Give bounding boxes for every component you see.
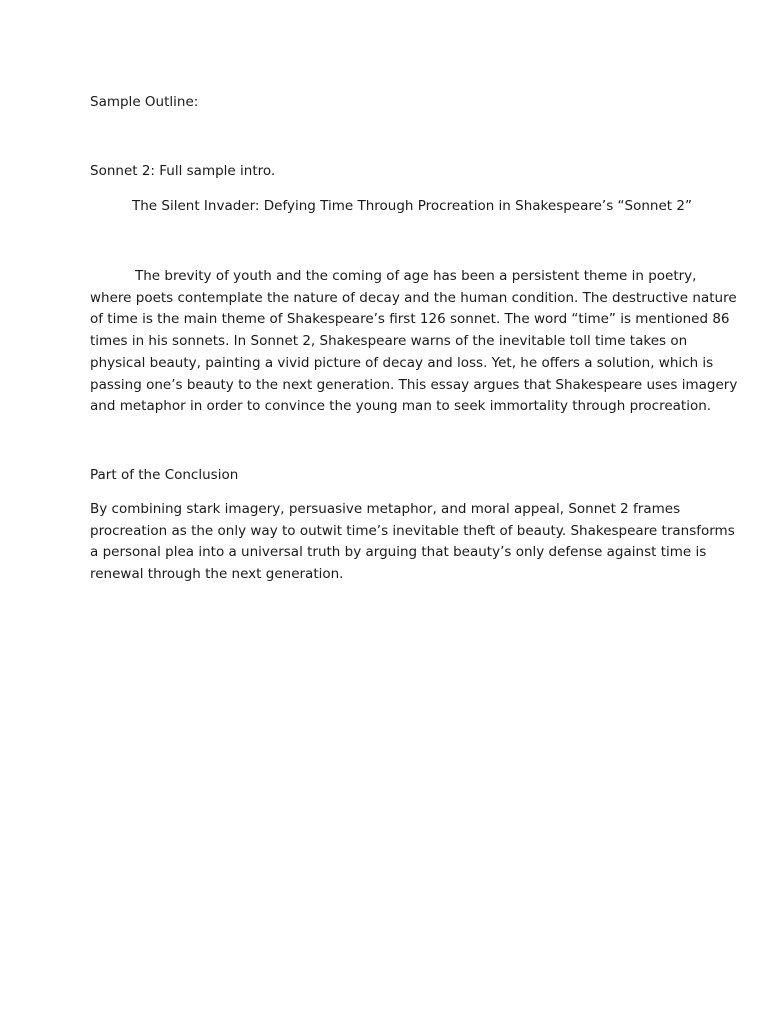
paragraph-line: renewal through the next generation. — [90, 566, 344, 583]
paragraph-line: physical beauty, painting a vivid picture of decay and loss. Yet, he offers a solution, which is — [90, 354, 714, 371]
paragraph-line: passing one’s beauty to the next generation. This essay argues that Shakespeare uses imagery — [90, 376, 738, 393]
paragraph-line: times in his sonnets. In Sonnet 2, Shakespeare warns of the inevitable toll time takes on — [90, 333, 688, 350]
essay-title: The Silent Invader: Defying Time Through Procreation in Shakespeare’s “Sonnet 2” — [132, 198, 692, 214]
paragraph-line: procreation as the only way to outwit time’s inevitable theft of beauty. Shakespeare transforms — [90, 522, 735, 539]
paragraph-line: a personal plea into a universal truth by arguing that beauty’s only defense against time is — [90, 544, 707, 561]
paragraph-line: By combining stark imagery, persuasive metaphor, and moral appeal, Sonnet 2 frames — [90, 501, 681, 517]
intro-paragraph — [90, 266, 738, 418]
intro-label: Sonnet 2: Full sample intro. — [90, 163, 276, 179]
paragraph-line: The brevity of youth and the coming of age has been a persistent theme in poetry, — [135, 268, 697, 284]
conclusion-paragraph — [90, 499, 735, 586]
conclusion-label: Part of the Conclusion — [90, 467, 239, 483]
page-heading: Sample Outline: — [90, 94, 199, 110]
paragraph-line: and metaphor in order to convince the young man to seek immortality through procreation. — [90, 398, 712, 415]
paragraph-line: of time is the main theme of Shakespeare’s first 126 sonnet. The word “time” is mentioned 86 — [90, 311, 730, 328]
paragraph-line: where poets contemplate the nature of decay and the human condition. The destructive nature — [90, 289, 737, 306]
